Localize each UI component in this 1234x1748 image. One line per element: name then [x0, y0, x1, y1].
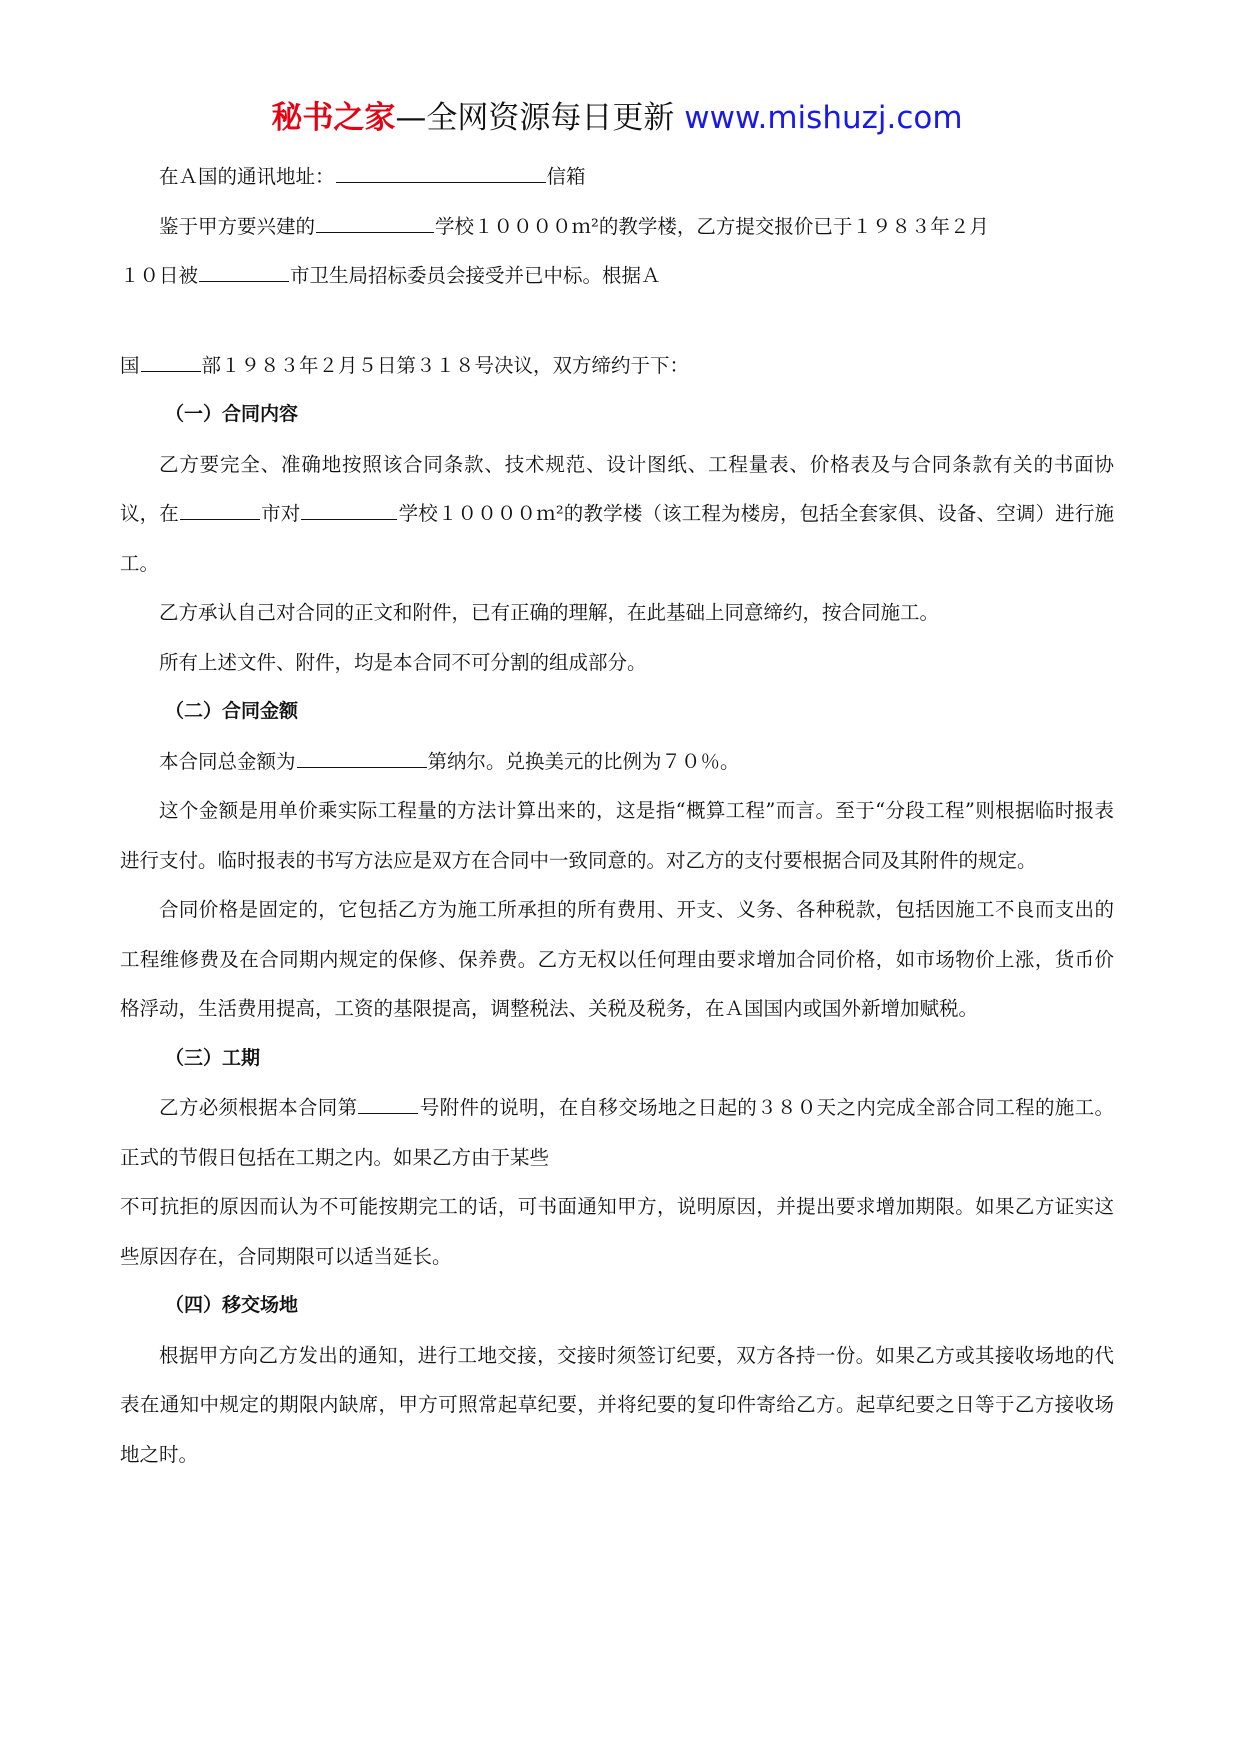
section-2-title: （二）合同金额 [165, 700, 299, 722]
intro-text-3a: 国 [120, 353, 140, 377]
city-blank [199, 263, 289, 282]
banner-tagline: —全网资源每日更新 [395, 100, 675, 136]
intro-text-2a: １０日被 [120, 264, 199, 287]
city-blank-2 [180, 501, 260, 520]
s2-text-a: 本合同总金额为 [159, 749, 296, 773]
s3-text-a: 乙方必须根据本合同第 [159, 1096, 358, 1119]
school-blank-2 [301, 501, 397, 520]
s1-text-b: 市对 [260, 502, 301, 525]
address-line [120, 152, 1114, 202]
annex-number-blank [358, 1095, 418, 1114]
intro-text-1b: 学校１００００ｍ²的教学楼，乙方提交报价已于１９８３年２月 [435, 214, 989, 238]
school-name-blank [316, 214, 434, 233]
intro-paragraph-line-2 [120, 251, 1114, 301]
section-4-paragraph-1: 根据甲方向乙方发出的通知，进行工地交接，交接时须签订纪要，双方各持一份。如果乙方或其接收场地的代表在通知中规定的期限内缺席，甲方可照常起草纪要，并将纪要的复印件寄给乙方。起草纪要之日等于乙方接收场地之时。 [120, 1343, 1114, 1466]
s1-text-c: 学校１００００ｍ²的教学楼（该工程为楼房，包括全套家俱、设备、空调）进行施工。 [120, 502, 1114, 575]
document-body [120, 152, 1114, 1479]
section-1-paragraph-2: 乙方承认自己对合同的正文和附件，已有正确的理解，在此基础上同意缔约，按合同施工。 [159, 601, 940, 624]
intro-paragraph-line-1 [120, 202, 1114, 252]
intro-text-2b: 市卫生局招标委员会接受并已中标。根据Ａ [290, 264, 661, 287]
address-suffix: 信箱 [546, 165, 586, 188]
section-1-paragraph-1 [120, 440, 1114, 589]
amount-blank [297, 749, 427, 768]
section-3-paragraph-1 [120, 1083, 1114, 1182]
address-label: 在Ａ国的通讯地址： [159, 165, 335, 188]
s3-text-b: 号附件的说明，在自移交场地之日起的３８０天之内完成全部合同工程的施工。正式的节假日包括在工期之内。如果乙方由于某些 [120, 1096, 1114, 1169]
spacer [120, 301, 1114, 341]
ministry-blank [141, 353, 201, 372]
s2-text-b: 第纳尔。兑换美元的比例为７０％。 [427, 749, 740, 773]
site-banner [0, 100, 1234, 137]
section-1-title: （一）合同内容 [165, 403, 299, 425]
section-2-paragraph-3: 合同价格是固定的，它包括乙方为施工所承担的所有费用、开支、义务、各种税款，包括因施工不良而支出的工程维修费及在合同期内规定的保修、保养费。乙方无权以任何理由要求增加合同价格，如市场物价上涨，货币价格浮动，生活费用提高，工资的基限提高，调整税法、关税及税务，在Ａ国国内或国外新增加赋税。 [120, 898, 1114, 1020]
section-1-paragraph-3: 所有上述文件、附件，均是本合同不可分割的组成部分。 [159, 650, 647, 674]
banner-url-link[interactable]: www.mishuzj.com [684, 100, 963, 136]
section-3-paragraph-2: 不可抗拒的原因而认为不可能按期完工的话，可书面通知甲方，说明原因，并提出要求增加期限。如果乙方证实这些原因存在，合同期限可以适当延长。 [120, 1195, 1114, 1268]
section-4-title: （四）移交场地 [165, 1294, 299, 1316]
s1-text-a: 乙方要完全、准确地按照该合同条款、技术规范、设计图纸、工程量表、价格表及与合同条款有关的书面协议，在 [120, 452, 1114, 525]
section-2-paragraph-2: 这个金额是用单价乘实际工程量的方法计算出来的，这是指“概算工程”而言。至于“分段工程”则根据临时报表进行支付。临时报表的书写方法应是双方在合同中一致同意的。对乙方的支付要根据合同及其附件的规定。 [120, 799, 1114, 872]
banner-brand: 秘书之家 [271, 100, 396, 136]
intro-text-3b: 部１９８３年２月５日第３１８号决议，双方缔约于下： [201, 353, 690, 377]
intro-paragraph-line-3 [120, 341, 1114, 391]
intro-text-1a: 鉴于甲方要兴建的 [159, 214, 316, 238]
section-2-paragraph-1 [120, 737, 1114, 787]
address-blank [336, 164, 546, 183]
section-3-title: （三）工期 [165, 1046, 261, 1069]
